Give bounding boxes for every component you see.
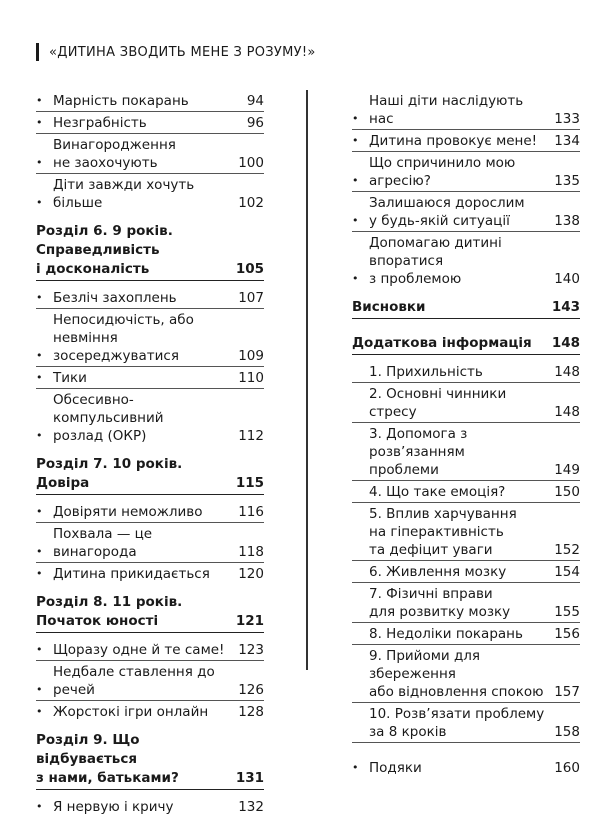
toc-entry[interactable] <box>36 309 264 366</box>
entry-title: 3. Допомога з розв’язанням проблеми <box>369 426 468 478</box>
toc-subsection[interactable] <box>352 503 580 560</box>
toc-subsection[interactable] <box>352 383 580 422</box>
toc-entry[interactable] <box>36 523 264 562</box>
page-number: 138 <box>554 213 580 229</box>
bullet-icon: • <box>352 174 359 187</box>
entry-title: 8. Недоліки покарань <box>369 626 523 642</box>
page-number: 154 <box>554 564 580 580</box>
toc-entry[interactable] <box>36 661 264 700</box>
page-number: 120 <box>238 566 264 582</box>
page-number: 112 <box>238 428 264 444</box>
toc-entry[interactable] <box>352 757 580 778</box>
entry-title: 10. Розв’язати проблему за 8 кроків <box>369 706 545 740</box>
book-title: «ДИТИНА ЗВОДИТЬ МЕНЕ З РОЗУМУ!» <box>49 44 316 60</box>
page-number: 148 <box>554 364 580 380</box>
toc-chapter-heading[interactable] <box>352 289 580 319</box>
page-number: 158 <box>554 724 580 740</box>
page-number: 107 <box>238 290 264 306</box>
bullet-icon: • <box>352 134 359 147</box>
page-number: 116 <box>238 504 264 520</box>
bullet-icon: • <box>36 291 43 304</box>
toc-subsection[interactable] <box>352 481 580 502</box>
chapter-title: Висновки <box>352 299 426 315</box>
page-number: 140 <box>554 271 580 287</box>
entry-title: Марність покарань <box>53 93 189 109</box>
toc-chapter-heading[interactable] <box>36 446 264 495</box>
bullet-icon: • <box>36 196 43 209</box>
toc-subsection[interactable] <box>352 561 580 582</box>
entry-title: Похвала — це винагорода <box>53 526 153 560</box>
page-number: 160 <box>554 760 580 776</box>
entry-title: Обсесивно-компульсивний розлад (ОКР) <box>53 392 164 444</box>
entry-title: Непосидючість, або невміння зосереджуватися <box>53 312 194 364</box>
page-number: 102 <box>238 195 264 211</box>
entry-title: Щоразу одне й те саме! <box>53 642 225 658</box>
bullet-icon: • <box>36 705 43 718</box>
toc-chapter-heading[interactable] <box>36 584 264 633</box>
entry-title: 7. Фізичні вправи для розвитку мозку <box>369 586 511 620</box>
page-number: 126 <box>238 682 264 698</box>
entry-divider <box>352 742 580 743</box>
entry-title: 5. Вплив харчування на гіперактивність та дефіцит уваги <box>369 506 517 558</box>
toc-entry[interactable] <box>36 796 264 817</box>
entry-title: 9. Прийоми для збереження або відновлення спокою <box>369 648 544 700</box>
toc-entry[interactable] <box>352 152 580 191</box>
page-number: 109 <box>238 348 264 364</box>
entry-title: Жорстокі ігри онлайн <box>53 704 209 720</box>
page-number: 96 <box>246 115 264 131</box>
toc-chapter-heading[interactable] <box>36 213 264 281</box>
entry-title: 2. Основні чинники стресу <box>369 386 507 420</box>
chapter-title: Додаткова інформація <box>352 335 532 351</box>
toc-entry[interactable] <box>36 389 264 446</box>
header-bar <box>36 43 39 61</box>
toc-entry[interactable] <box>36 287 264 308</box>
bullet-icon: • <box>36 567 43 580</box>
toc-entry[interactable] <box>352 232 580 289</box>
page-number: 149 <box>554 462 580 478</box>
page-number: 110 <box>238 370 264 386</box>
entry-title: 4. Що таке емоція? <box>369 484 506 500</box>
entry-title: Я нервую і кричу <box>53 799 174 815</box>
entry-title: 1. Прихильність <box>369 364 483 380</box>
toc-entry[interactable] <box>36 134 264 173</box>
bullet-icon: • <box>36 156 43 169</box>
bullet-icon: • <box>36 643 43 656</box>
running-header <box>36 41 316 63</box>
page-number: 155 <box>554 604 580 620</box>
bullet-icon: • <box>352 112 359 125</box>
entry-title: Незграбність <box>53 115 147 131</box>
toc-entry[interactable] <box>36 174 264 213</box>
bullet-icon: • <box>352 761 359 774</box>
bullet-icon: • <box>36 371 43 384</box>
entry-title: Дитина провокує мене! <box>369 133 538 149</box>
page-number: 123 <box>238 642 264 658</box>
bullet-icon: • <box>36 116 43 129</box>
page-number: 118 <box>238 544 264 560</box>
toc-entry[interactable] <box>36 501 264 522</box>
column-divider <box>306 90 308 670</box>
page-number: 131 <box>235 770 264 786</box>
page-number: 135 <box>554 173 580 189</box>
page-number: 94 <box>246 93 264 109</box>
page-number: 134 <box>554 133 580 149</box>
page-number: 100 <box>238 155 264 171</box>
toc-entry[interactable] <box>352 130 580 151</box>
bullet-icon: • <box>36 800 43 813</box>
bullet-icon: • <box>36 683 43 696</box>
toc-entry[interactable] <box>352 90 580 129</box>
toc-chapter-heading[interactable] <box>36 722 264 790</box>
bullet-icon: • <box>36 349 43 362</box>
entry-title: Допомагаю дитині впоратися з проблемою <box>369 235 502 287</box>
toc-left-column <box>36 90 264 817</box>
bullet-icon: • <box>36 429 43 442</box>
chapter-title: Розділ 8. 11 років. Початок юності <box>36 594 183 629</box>
toc-subsection[interactable] <box>352 623 580 644</box>
entry-title: Дитина прикидається <box>53 566 210 582</box>
chapter-title: Розділ 6. 9 років. Справедливість і досконалість <box>36 223 173 277</box>
toc-subsection[interactable] <box>352 583 580 622</box>
bullet-icon: • <box>352 272 359 285</box>
entry-title: Наші діти наслідують нас <box>369 93 524 127</box>
entry-title: 6. Живлення мозку <box>369 564 507 580</box>
page-number: 132 <box>238 799 264 815</box>
page-number: 150 <box>554 484 580 500</box>
toc-chapter-heading[interactable] <box>352 325 580 355</box>
entry-title: Недбале ставлення до речей <box>53 664 215 698</box>
toc-entry[interactable] <box>36 701 264 722</box>
chapter-title: Розділ 7. 10 років. Довіра <box>36 456 183 491</box>
entry-title: Тики <box>53 370 87 386</box>
entry-title: Що спричинило мою агресію? <box>369 155 516 189</box>
entry-title: Безліч захоплень <box>53 290 177 306</box>
toc-subsection[interactable] <box>352 361 580 382</box>
toc-entry[interactable] <box>36 639 264 660</box>
toc-right-column <box>352 90 580 778</box>
bullet-icon: • <box>352 214 359 227</box>
page-number: 121 <box>235 613 264 629</box>
bullet-icon: • <box>36 545 43 558</box>
entry-title: Довіряти неможливо <box>53 504 203 520</box>
bullet-icon: • <box>36 94 43 107</box>
bullet-icon: • <box>36 505 43 518</box>
entry-title: Винагородження не заохочують <box>53 137 176 171</box>
toc-entry[interactable] <box>36 90 264 111</box>
toc-subsection[interactable] <box>352 645 580 702</box>
toc-subsection[interactable] <box>352 423 580 480</box>
entry-title: Подяки <box>369 760 422 776</box>
page-number: 156 <box>554 626 580 642</box>
chapter-title: Розділ 9. Що відбувається з нами, батьками? <box>36 732 179 786</box>
toc-subsection[interactable] <box>352 703 580 742</box>
page-number: 148 <box>554 404 580 420</box>
toc-entry[interactable] <box>352 192 580 231</box>
toc-entry[interactable] <box>36 112 264 133</box>
toc-entry[interactable] <box>36 563 264 584</box>
toc-entry[interactable] <box>36 367 264 388</box>
page-number: 157 <box>554 684 580 700</box>
page-number: 105 <box>235 261 264 277</box>
page-number: 152 <box>554 542 580 558</box>
entry-title: Діти завжди хочуть більше <box>53 177 195 211</box>
page-number: 133 <box>554 111 580 127</box>
page-number: 148 <box>551 335 580 351</box>
entry-title: Залишаюся дорослим у будь-якій ситуації <box>369 195 525 229</box>
page-number: 115 <box>235 475 264 491</box>
page-number: 128 <box>238 704 264 720</box>
page-number: 143 <box>551 299 580 315</box>
